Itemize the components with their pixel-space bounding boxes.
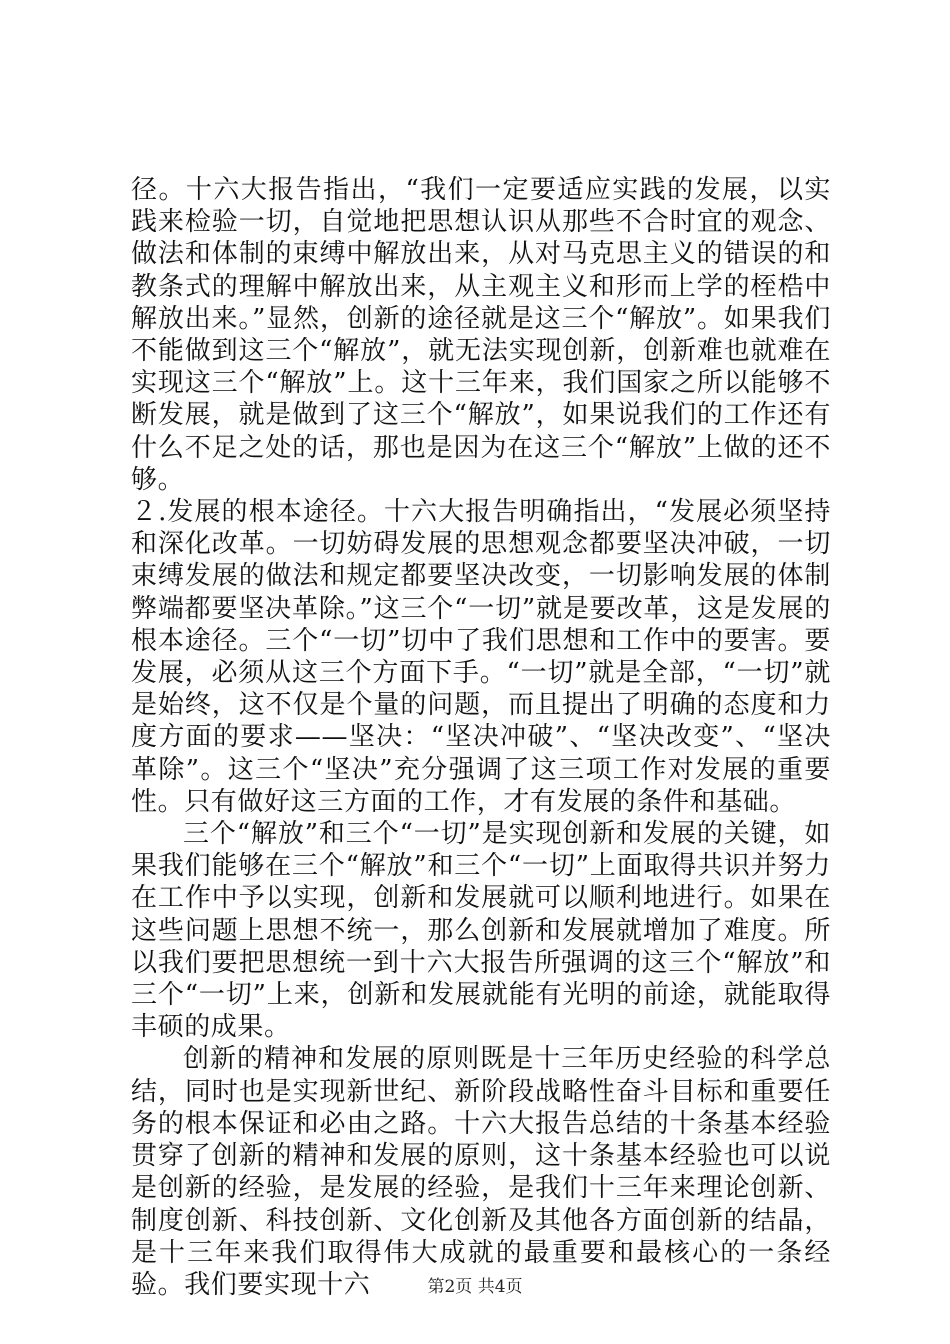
page-number-footer: 第2页 共4页 xyxy=(427,1277,523,1297)
paragraph-4: 创新的精神和发展的原则既是十三年历史经验的科学总结，同时也是实现新世纪、新阶段战略性奋斗目标和重要任务的根本保证和必由之路。十六大报告总结的十条基本经验贯穿了创新的精神和发展的原则，这十条基本经验也可以说是创新的经验，是发展的经验，是我们十三年来理论创新、制度创新、科技创新、文化创新及其他各方面创新的结晶，是十三年来我们取得伟大成就的最重要和最核心的一条经验。我们要实现十六 xyxy=(131,1044,831,1300)
paragraph-1: 径。十六大报告指出，“我们一定要适应实践的发展，以实践来检验一切，自觉地把思想认识从那些不合时宜的观念、做法和体制的束缚中解放出来，从对马克思主义的错误的和教条式的理解中解放出来，从主观主义和形而上学的桎梏中解放出来。”显然，创新的途径就是这三个“解放”。如果我们不能做到这三个“解放”，就无法实现创新，创新难也就难在实现这三个“解放”上。这十三年来，我们国家之所以能够不断发展，就是做到了这三个“解放”，如果说我们的工作还有什么不足之处的话，那也是因为在这三个“解放”上做的还不够。 xyxy=(131,175,831,495)
paragraph-2: ２.发展的根本途径。十六大报告明确指出，“发展必须坚持和深化改革。一切妨碍发展的思想观念都要坚决冲破，一切束缚发展的做法和规定都要坚决改变，一切影响发展的体制弊端都要坚决革除。”这三个“一切”就是要改革，这是发展的根本途径。三个“一切”切中了我们思想和工作中的要害。要发展，必须从这三个方面下手。“一切”就是全部，“一切”就是始终，这不仅是个量的问题，而且提出了明确的态度和力度方面的要求——坚决：“坚决冲破”、“坚决改变”、“坚决革除”。这三个“坚决”充分强调了这三项工作对发展的重要性。只有做好这三方面的工作，才有发展的条件和基础。 xyxy=(131,497,831,817)
body-text xyxy=(131,174,831,1301)
paragraph-3: 三个“解放”和三个“一切”是实现创新和发展的关键，如果我们能够在三个“解放”和三个“一切”上面取得共识并努力在工作中予以实现，创新和发展就可以顺利地进行。如果在这些问题上思想不统一，那么创新和发展就增加了难度。所以我们要把思想统一到十六大报告所强调的这三个“解放”和三个“一切”上来，创新和发展就能有光明的前途，就能取得丰硕的成果。 xyxy=(131,819,831,1043)
